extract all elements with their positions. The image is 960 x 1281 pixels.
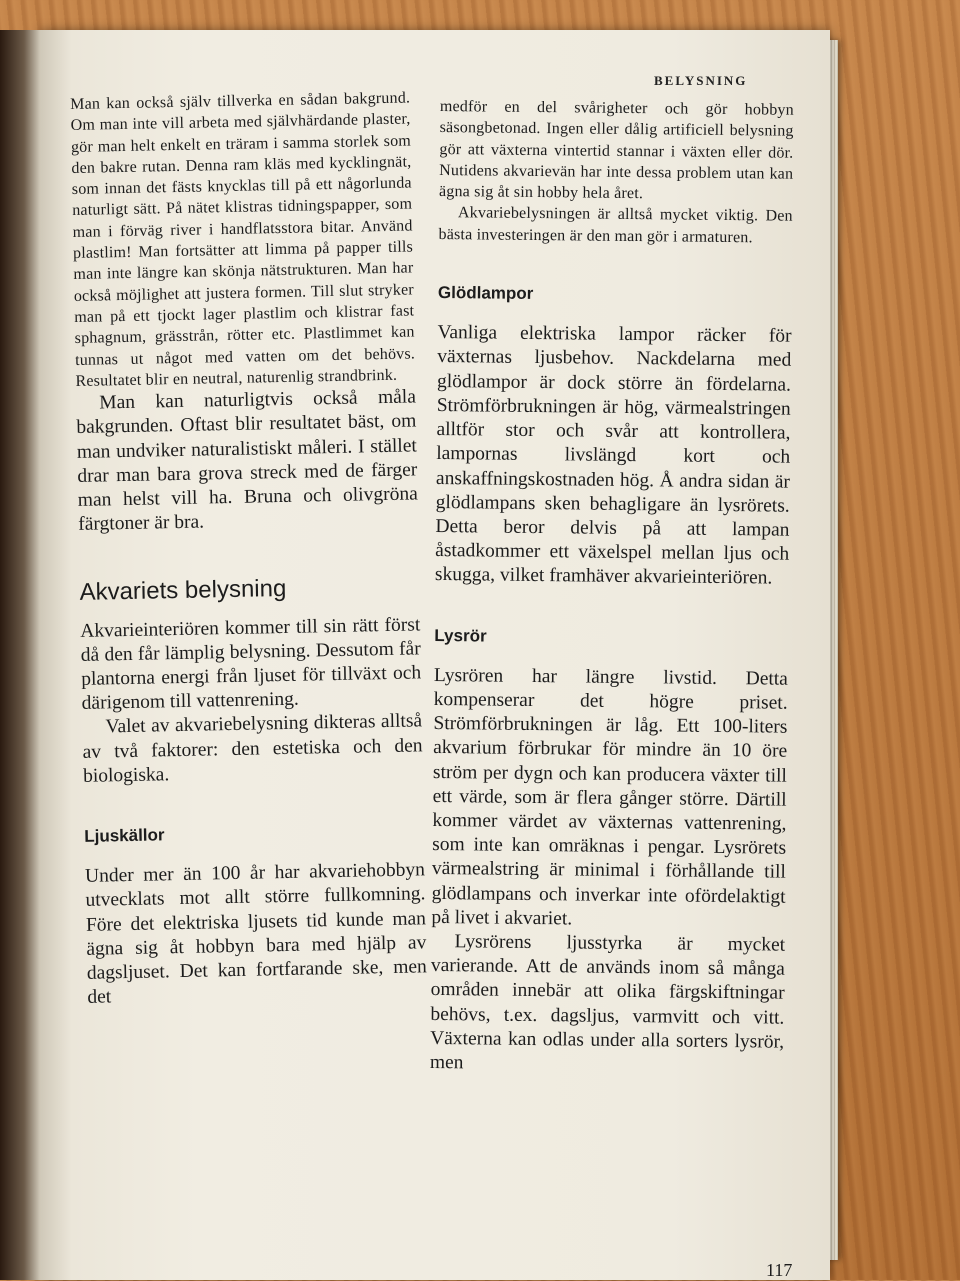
paragraph: Man kan också själv tillverka en sådan bakgrund. Om man inte vill arbeta med självhärdande plaster, gör man helt enkelt en träram i samma storlek som den bakre rutan. Denna ram kläs med kycklingnät, som innan det fästs knycklas till på ett någorlunda naturligt sätt. På nätet klistras tidningspapper, som man i förväg river i handflatsstora bitar. Använd plastlim! Man fortsätter att limma på papper tills man inte längre kan skönja nätstrukturen. Man har också möjlighet att justera formen. Till slut stryker man på ett tjockt lager plastlim och klistrar fast sphagnum, grässtrån, rötter etc. Plastlimmet kan tunnas ut något med vatten om det behövs. Resultatet blir en neutral, naturenlig strandbrink. [70,89,416,390]
paragraph: Man kan naturligtvis också måla bakgrunden. Oftast blir resultatet bäst, om man undviker naturalistiskt måleri. I stället drar man bara grova streck med de färger man helst vill ha. Bruna och olivgröna färgtoner är bra. [76,386,418,536]
subheading-ljuskallor: Ljuskällor [84,825,165,846]
left-column [70,87,428,1010]
paragraph: Under mer än 100 år har akvariehobbyn utvecklats mot allt större fullkomning. Före det elektriska ljusets tid kunde man ägna sig åt hobbyn bara med hjälp av dagsljuset. Det kan fortfarande ske, men det [84,859,428,1009]
right-intro [438,96,794,249]
paragraph: Lysrören har längre livstid. Detta kompenserar det högre priset. Strömförbrukningen är låg. Ett 100-liters akvarium förbrukar för mindre än 10 öre ström per dygn och kan producera växter till ett värde, som är flera gånger större. Därtill kommer värdet av växternas vattenrening, som inte kan omräknas i pengar. Lysrörets värmealstring är minimal i förhållande till glödlampans och inverkar inte ofördelaktigt på livet i akvariet. [431,664,789,930]
paragraph: Akvarieinteriören kommer till sin rätt först då den får lämplig belysning. Dessutom får plantorna energi från ljuset för tillväxt och därigenom till vattenrening. [80,613,422,715]
section-heading: Akvariets belysning [79,575,287,607]
running-head: BELYSNING [654,73,748,88]
paragraph: medför en del svårigheter och gör hobbyn säsongbetonad. Ingen eller dålig artificiell belysning gör att växterna vintertid stannar i växten eller dör. Nutidens akvarievän har inte dessa problem utan kan ägna sig åt sin hobby hela året. [438,97,794,203]
subheading-lysror: Lysrör [434,625,487,646]
paragraph: Lysrörens ljusstyrka är mycket varierande. Att de används inom så många områden innebär att olika färgskiftningar behövs, t.ex. dagsljus, varmvitt och vitt. Växterna kan odlas under alla sorters lysrör, men [429,931,786,1074]
book-gutter [0,30,40,1280]
subheading-glodlampor: Glödlampor [437,283,534,304]
left-intro [70,87,416,392]
right-column [430,96,794,1079]
paragraph: Vanliga elektriska lampor räcker för växternas ljusbehov. Nackdelarna med glödlampor är dock större än fördelarna. Strömförbrukningen är hög, värmealstringen alltför stor och svår att kontrollera, lampornas livslängd kort och anskaffningskostnaden hög. Å andra sidan är glödlampans sken behagligare än lysrörets. Detta beror delvis på att lampan åstadkommer ett växelspel mellan ljus och skugga, vilket framhäver akvarieinteriören. [434,322,792,589]
paragraph: Akvariebelysningen är alltså mycket viktig. Den bästa investeringen är den man gör i armaturen. [438,204,793,247]
page-number: 117 [766,1260,793,1280]
paragraph: Valet av akvariebelysning dikteras alltså av två faktorer: den estetiska och den biologiska. [82,710,423,787]
